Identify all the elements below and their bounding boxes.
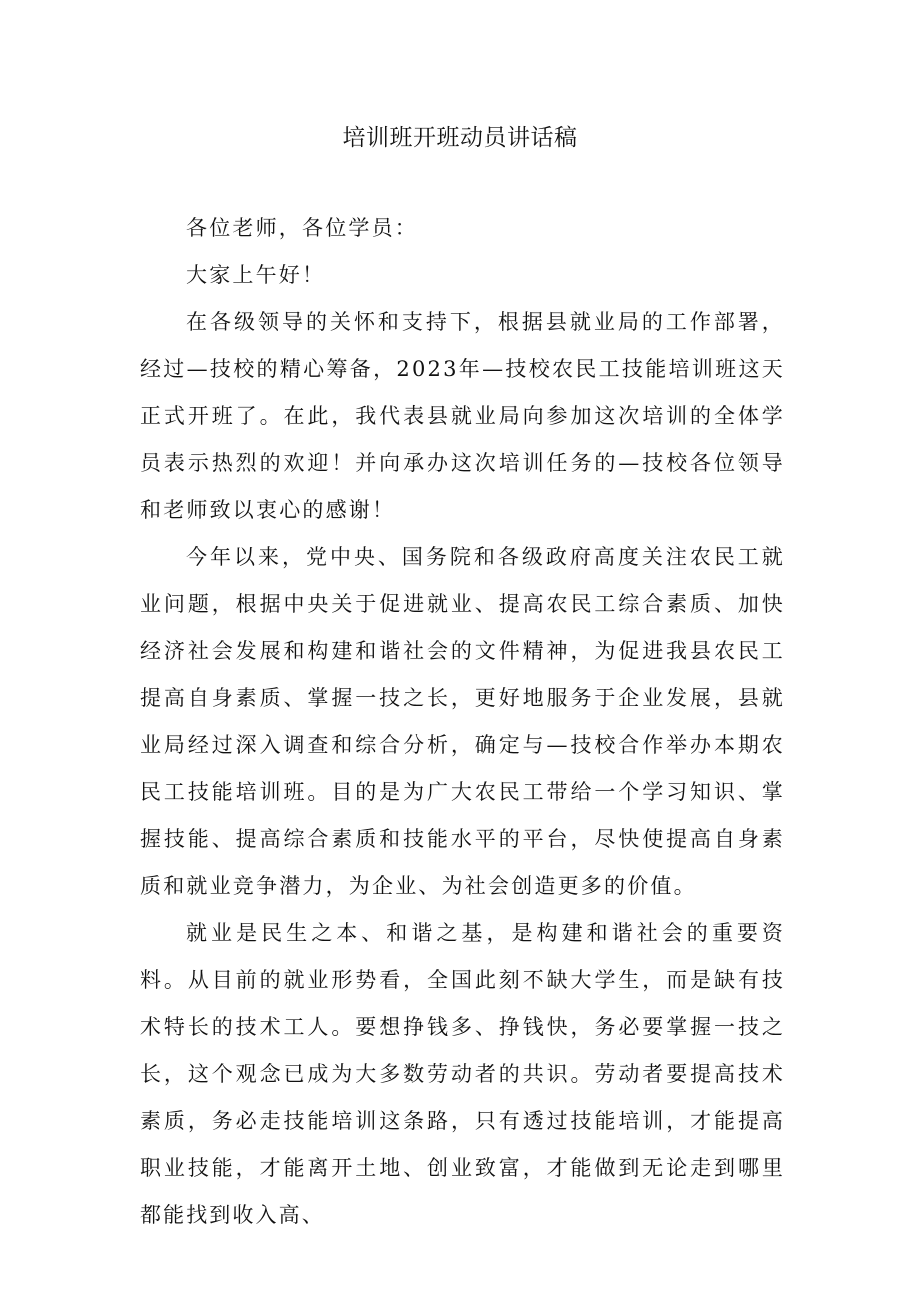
employment-paragraph: 就业是民生之本、和谐之基，是构建和谐社会的重要资料。从目前的就业形势看，全国此刻不缺大学生，而是缺有技术特长的技术工人。要想挣钱多、挣钱快，务必要掌握一技之长，这个观念已成为大多数劳动者的共识。劳动者要提高技术素质，务必走技能培训这条路，只有透过技能培训，才能提高职业技能，才能离开土地、创业致富，才能做到无论走到哪里都能找到收入高、	[140, 921, 785, 1227]
background-paragraph: 今年以来，党中央、国务院和各级政府高度关注农民工就业问题，根据中央关于促进就业、提高农民工综合素质、加快经济社会发展和构建和谐社会的文件精神，为促进我县农民工提高自身素质、掌握一技之长，更好地服务于企业发展，县就业局经过深入调查和综合分析，确定与—技校合作举办本期农民工技能培训班。目的是为广大农民工带给一个学习知识、掌握技能、提高综合素质和技能水平的平台，尽快使提高自身素质和就业竞争潜力，为企业、为社会创造更多的价值。	[140, 545, 785, 898]
greeting-paragraph: 大家上午好！	[186, 263, 326, 287]
opening-paragraph: 在各级领导的关怀和支持下，根据县就业局的工作部署，经过—技校的精心筹备，2023年—技校农民工技能培训班这天正式开班了。在此，我代表县就业局向参加这次培训的全体学员表示热烈的欢迎！并向承办这次培训任务的—技校各位领导和老师致以衷心的感谢！	[140, 310, 785, 522]
document-body	[140, 205, 785, 1239]
document-title: 培训班开班动员讲话稿	[342, 125, 578, 151]
salutation-paragraph: 各位老师，各位学员：	[186, 216, 418, 240]
